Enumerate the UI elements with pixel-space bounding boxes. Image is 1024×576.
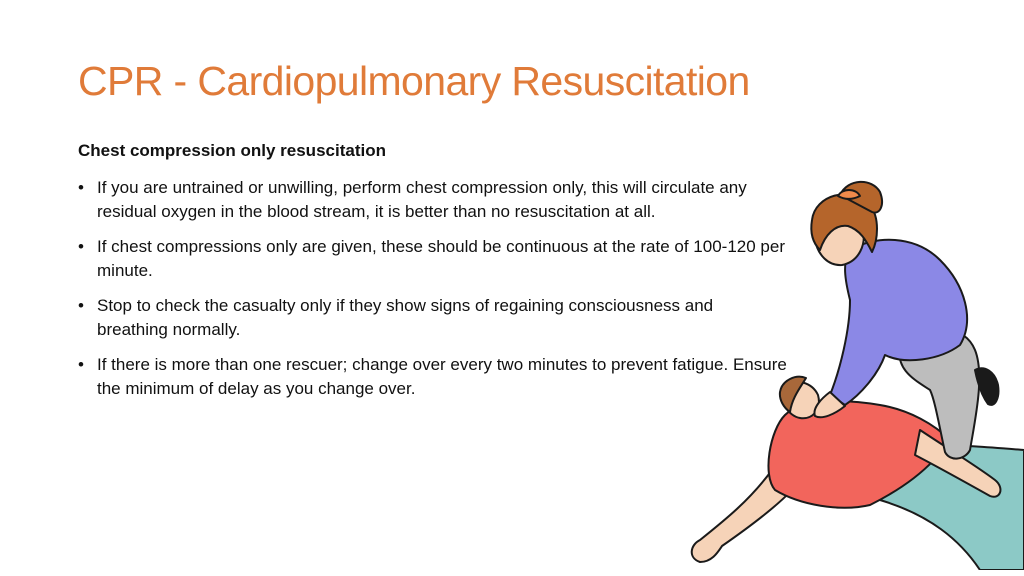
bullet-icon: • bbox=[78, 355, 84, 374]
bullet-icon: • bbox=[78, 296, 84, 315]
bullet-text: If chest compressions only are given, these should be continuous at the rate of 100-120 per minute. bbox=[97, 237, 785, 280]
bullet-text: Stop to check the casualty only if they show signs of regaining consciousness and breathing normally. bbox=[97, 296, 714, 339]
hair-tie bbox=[838, 190, 860, 199]
slide-title: CPR - Cardiopulmonary Resuscitation bbox=[78, 58, 750, 104]
cpr-illustration bbox=[680, 170, 1024, 570]
bullet-text: If you are untrained or unwilling, perform chest compression only, this will circulate any residual oxygen in the blood stream, it is better than no resuscitation at all. bbox=[97, 178, 747, 221]
bullet-icon: • bbox=[78, 178, 84, 197]
bullet-icon: • bbox=[78, 237, 84, 256]
bullet-text: If there is more than one rescuer; change over every two minutes to prevent fatigue. Ensure the minimum of delay as you change over. bbox=[97, 355, 787, 398]
section-subheading: Chest compression only resuscitation bbox=[78, 141, 386, 160]
